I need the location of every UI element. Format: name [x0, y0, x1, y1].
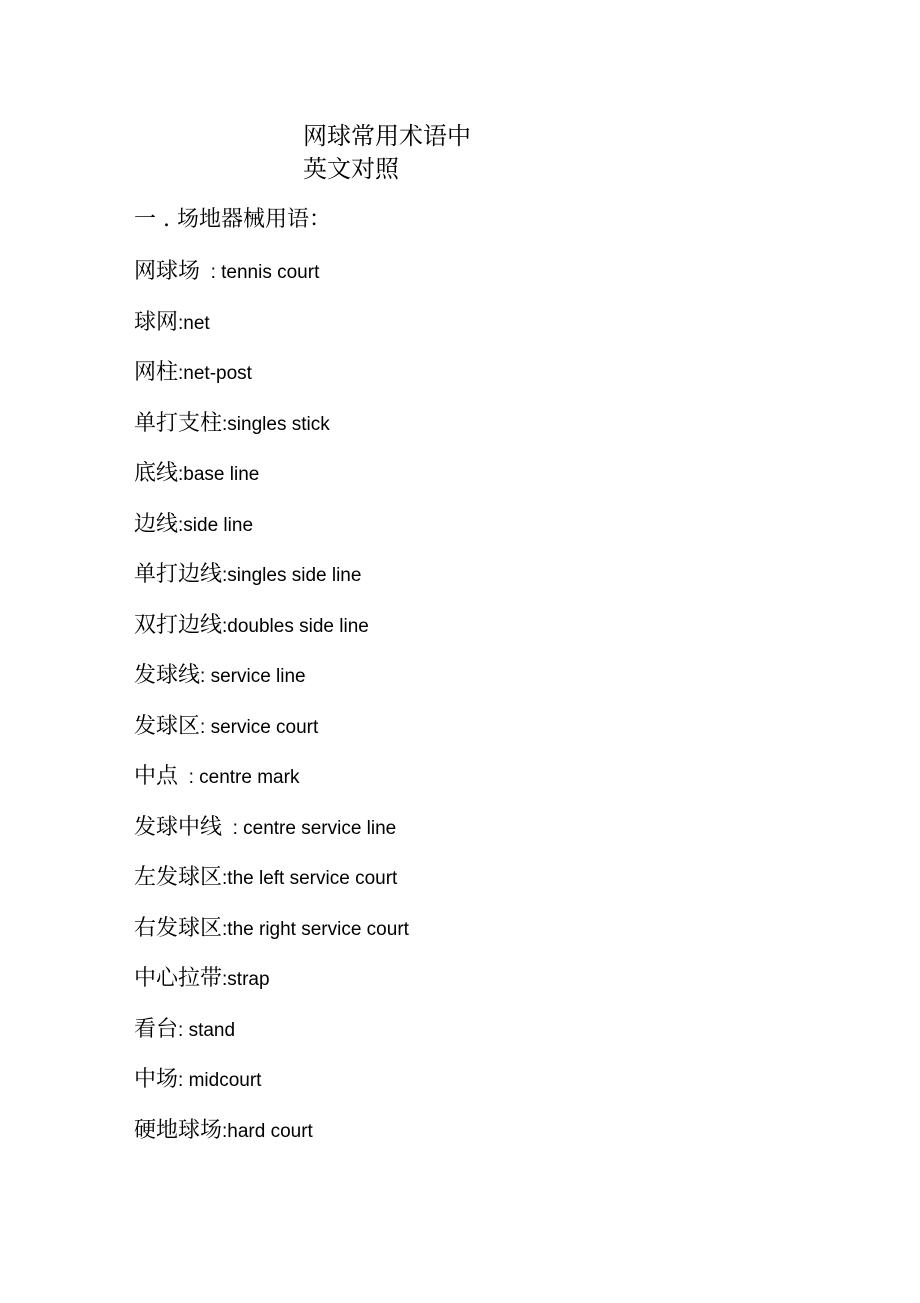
- term-chinese: 发球区: [134, 714, 201, 739]
- term-entry: [134, 1114, 313, 1148]
- term-entry: [134, 962, 270, 996]
- term-english: :base line: [178, 464, 260, 485]
- term-english: :strap: [222, 969, 270, 990]
- term-entry: [134, 356, 252, 390]
- term-chinese: 发球中线: [134, 815, 223, 840]
- term-english: : centre service line: [222, 818, 397, 839]
- term-chinese: 球网: [134, 310, 179, 335]
- term-chinese: 中场: [134, 1067, 179, 1092]
- term-entry: [134, 861, 397, 895]
- term-english: : centre mark: [178, 767, 300, 788]
- term-english: : service line: [200, 666, 306, 687]
- term-entry: [134, 306, 210, 340]
- term-entry: [134, 811, 396, 845]
- term-english: :hard court: [222, 1121, 313, 1142]
- term-entry: [134, 255, 319, 289]
- term-chinese: 中心拉带: [134, 966, 223, 991]
- term-chinese: 中点: [134, 764, 179, 789]
- term-english: :net: [178, 313, 210, 334]
- term-entry: [134, 609, 369, 643]
- term-entry: [134, 1063, 261, 1097]
- term-chinese: 左发球区: [134, 865, 223, 890]
- document-title: [303, 120, 493, 186]
- term-english: :doubles side line: [222, 616, 369, 637]
- term-chinese: 硬地球场: [134, 1118, 223, 1143]
- term-chinese: 双打边线: [134, 613, 223, 638]
- term-chinese: 发球线: [134, 663, 201, 688]
- title-line-1: 网球常用术语中: [303, 122, 471, 150]
- term-entry: [134, 912, 409, 946]
- term-chinese: 边线: [134, 512, 179, 537]
- term-english: :net-post: [178, 363, 252, 384]
- title-line-2: 英文对照: [303, 155, 399, 183]
- term-chinese: 网柱: [134, 360, 179, 385]
- term-entry: [134, 760, 299, 794]
- term-chinese: 看台: [134, 1017, 179, 1042]
- term-english: :singles stick: [222, 414, 330, 435]
- term-entry: [134, 508, 253, 542]
- term-english: :singles side line: [222, 565, 362, 586]
- term-chinese: 单打边线: [134, 562, 223, 587]
- term-english: :the right service court: [222, 919, 409, 940]
- term-entry: [134, 407, 330, 441]
- term-english: : tennis court: [200, 262, 320, 283]
- term-english: :the left service court: [222, 868, 398, 889]
- term-entry: [134, 710, 318, 744]
- term-english: : service court: [200, 717, 319, 738]
- term-english: : midcourt: [178, 1070, 262, 1091]
- section-heading: 一 . 场地器械用语：: [134, 207, 331, 232]
- term-chinese: 右发球区: [134, 916, 223, 941]
- term-english: : stand: [178, 1020, 236, 1041]
- term-entry: [134, 558, 361, 592]
- term-chinese: 网球场: [134, 259, 201, 284]
- term-chinese: 底线: [134, 461, 179, 486]
- term-english: :side line: [178, 515, 254, 536]
- term-chinese: 单打支柱: [134, 411, 223, 436]
- term-entry: [134, 659, 306, 693]
- term-entry: [134, 457, 259, 491]
- term-entry: [134, 1013, 235, 1047]
